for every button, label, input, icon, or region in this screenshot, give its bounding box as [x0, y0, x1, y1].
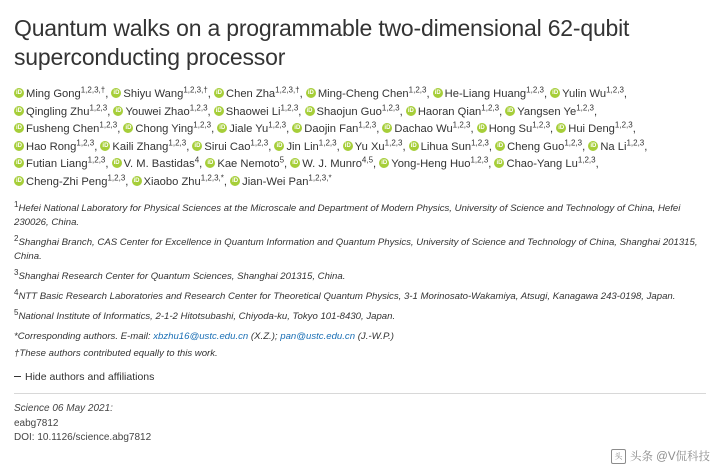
affiliation-item: [14, 287, 704, 304]
publication-info: [14, 402, 706, 446]
author-name: Chen Zha: [226, 88, 276, 100]
author-entry[interactable]: [14, 120, 118, 135]
author-entry[interactable]: [556, 120, 633, 135]
affiliation-number: 2: [14, 233, 19, 243]
author-entry[interactable]: [217, 120, 287, 135]
affiliation-number: 3: [14, 267, 19, 277]
orcid-icon[interactable]: [100, 141, 110, 151]
author-affiliation-marker: 1,2,3: [470, 155, 489, 165]
author-name: Jiale Yu: [229, 123, 269, 135]
author-affiliation-marker: 1,2,3: [526, 85, 544, 95]
orcid-icon[interactable]: [111, 88, 121, 98]
author-entry[interactable]: [494, 155, 596, 170]
author-entry[interactable]: [123, 120, 212, 135]
author-name: Dachao Wu: [394, 123, 453, 135]
orcid-icon[interactable]: [292, 123, 302, 133]
orcid-icon[interactable]: [14, 106, 24, 116]
author-entry[interactable]: [14, 155, 106, 170]
orcid-icon[interactable]: [192, 141, 202, 151]
author-affiliation-marker: 1,2,3: [408, 85, 427, 95]
author-name: Daojin Fan: [304, 123, 359, 135]
author-name: Hui Deng: [568, 123, 615, 135]
orcid-icon[interactable]: [305, 106, 315, 116]
orcid-icon[interactable]: [588, 141, 598, 151]
author-affiliation-marker: 1,2,3,*: [200, 172, 224, 182]
orcid-icon[interactable]: [556, 123, 566, 133]
author-affiliation-marker: 1,2,3: [87, 155, 106, 165]
orcid-icon[interactable]: [343, 141, 353, 151]
author-affiliation-marker: 1,2,3: [268, 120, 287, 130]
article-doi: DOI: 10.1126/science.abg7812: [14, 432, 152, 443]
orcid-icon[interactable]: [113, 106, 123, 116]
author-name: Yulin Wu: [562, 88, 607, 100]
author-affiliation-marker: 1,2,3: [107, 172, 126, 182]
orcid-icon[interactable]: [14, 123, 24, 133]
author-affiliation-marker: 1,2,3: [532, 120, 551, 130]
affiliation-text: National Institute of Informatics, 2-1-2 Hitotsubashi, Chiyoda-ku, Tokyo 101-8430, Japan.: [18, 311, 396, 322]
minus-icon: [14, 376, 21, 377]
author-name: Fusheng Chen: [26, 123, 100, 135]
orcid-icon[interactable]: [382, 123, 392, 133]
orcid-icon[interactable]: [495, 141, 505, 151]
corresponding-prefix: *Corresponding authors. E-mail:: [14, 331, 154, 342]
orcid-icon[interactable]: [230, 176, 240, 186]
author-entry[interactable]: [379, 155, 489, 170]
affiliation-text: Hefei National Laboratory for Physical Sciences at the Microscale and Department of Modern Physics, University of Science and Technology of China, Hefei 230026, China.: [14, 203, 681, 228]
author-entry[interactable]: [406, 102, 500, 118]
author-list: iDMing Gong$^{1,2,3,\dagger}$, iDShiyu Wang$^{1,2,3,\dagger}$, iDChen Zha$^{1,2,3,\dagger}$, iDMing-Cheng Chen$^{1,2,3}$, iDHe-Liang Huang$^{1,2,3}$, iDYulin Wu$^{1,2,3}$, iDQingling Zhu$^{1,2,3}$, iDYouwei Zhao$^{1,2,3}$, iDShaowei Li$^{1,2,3}$, iDShaojun Guo$^{1,2,3}$, iDHaoran Qian$^{1,2,3}$, iDYangsen Ye$^{1,2,3}$, iDFusheng Chen$^{1,2,3}$, iDChong Ying$^{1,2,3}$, iDJiale Yu$^{1,2,3}$, iDDaojin Fan$^{1,2,3}$, iDDachao Wu$^{1,2,3}$, iDHong Su$^{1,2,3}$, iDHui Deng$^{1,2,3}$, iDHao Rong$^{1,2,3}$, iDKaili Zhang$^{1,2,3}$, iDSirui Cao$^{1,2,3}$, iDJin Lin$^{1,2,3}$, iDYu Xu$^{1,2,3}$, iDLihua Sun$^{1,2,3}$, iDCheng Guo$^{1,2,3}$, iDNa Li$^{1,2,3}$, iDFutian Liang$^{1,2,3}$, iDV. M. Bastidas$^4$, iDKae Nemoto$^5$, iDW. J. Munro$^{4,5}$, iDYong-Heng Huo$^{1,2,3}$, iDChao-Yang Lu$^{1,2,3}$, iDCheng-Zhi Peng$^{1,2,3}$, iDXiaobo Zhu$^{1,2,3,*}$, iDJian-Wei Pan$^{1,2,3,*}$: [14, 86, 706, 191]
author-affiliation-marker: 1,2,3: [168, 137, 187, 147]
author-affiliation-marker: 1,2,3: [452, 120, 471, 130]
page-title: Quantum walks on a programmable two-dimensional 62-qubit superconducting processor: [14, 15, 630, 70]
author-affiliation-marker: 1,2,3: [358, 120, 377, 130]
orcid-icon[interactable]: [409, 141, 419, 151]
orcid-icon[interactable]: [550, 88, 560, 98]
affiliation-number: 4: [14, 287, 19, 297]
author-name: Ming-Cheng Chen: [317, 88, 409, 100]
orcid-icon[interactable]: [274, 141, 284, 151]
author-affiliation-marker: 1,2,3: [280, 102, 299, 112]
affiliation-text: Shanghai Branch, CAS Center for Excellence in Quantum Information and Quantum Physics, University of Science and Technology of China, Shanghai 201315, China.: [14, 237, 698, 262]
divider: [14, 393, 706, 394]
orcid-icon[interactable]: [406, 106, 416, 116]
author-name: Cheng Guo: [507, 140, 565, 153]
author-name: V. M. Bastidas: [123, 158, 195, 170]
author-affiliation-marker: 1,2,3: [481, 102, 500, 112]
orcid-icon[interactable]: [132, 176, 142, 186]
author-entry[interactable]: [14, 172, 126, 188]
author-name: Ming Gong: [26, 88, 81, 100]
author-entry[interactable]: [305, 102, 400, 118]
orcid-icon[interactable]: [494, 158, 504, 168]
author-name: Haoran Qian: [417, 105, 482, 118]
orcid-icon[interactable]: [306, 88, 316, 98]
author-entry[interactable]: [290, 155, 374, 170]
author-name: Jian-Wei Pan: [242, 175, 309, 188]
orcid-icon[interactable]: [123, 123, 133, 133]
email-link-zhu[interactable]: xbzhu16@ustc.edu.cn: [153, 331, 249, 342]
author-name: Yong-Heng Huo: [391, 158, 471, 170]
author-entry[interactable]: [505, 102, 594, 118]
orcid-icon[interactable]: [205, 158, 215, 168]
author-name: Yangsen Ye: [517, 105, 577, 118]
author-entry[interactable]: [230, 172, 332, 188]
orcid-icon[interactable]: [433, 88, 443, 98]
author-entry[interactable]: [112, 155, 200, 170]
author-affiliation-marker: 1,2,3: [614, 120, 633, 130]
author-affiliation-marker: 4,5: [361, 155, 374, 165]
author-entry[interactable]: [495, 137, 583, 153]
watermark-text: 头条 @V侃科技: [629, 451, 710, 463]
author-entry[interactable]: [113, 102, 208, 118]
author-affiliation-marker: 1,2,3: [250, 137, 269, 147]
orcid-icon[interactable]: [214, 106, 224, 116]
orcid-icon[interactable]: [477, 123, 487, 133]
author-entry[interactable]: [343, 137, 403, 153]
author-entry[interactable]: [132, 172, 224, 188]
author-affiliation-marker: 1,2,3,†: [275, 85, 300, 95]
email-link-pan[interactable]: pan@ustc.edu.cn: [280, 331, 356, 342]
orcid-icon[interactable]: [112, 158, 122, 168]
author-entry[interactable]: [409, 137, 489, 153]
author-entry[interactable]: [14, 137, 95, 153]
author-affiliation-marker: 1,2,3,*: [308, 172, 332, 182]
author-affiliation-marker: 1,2,3: [576, 102, 594, 112]
author-name: Shaowei Li: [225, 105, 281, 118]
author-affiliation-marker: 1,2,3: [99, 120, 118, 130]
author-name: Futian Liang: [26, 158, 88, 170]
equal-contribution-note: †These authors contributed equally to this work.: [14, 348, 218, 359]
orcid-icon[interactable]: [214, 88, 224, 98]
article-eid: eabg7812: [14, 417, 59, 429]
hide-authors-label: Hide authors and affiliations: [25, 371, 155, 383]
author-affiliation-marker: 1,2,3: [471, 137, 489, 147]
author-name: Cheng-Zhi Peng: [26, 175, 108, 188]
author-entry[interactable]: [274, 137, 337, 153]
watermark-logo-icon: 头: [611, 449, 626, 464]
author-name: Na Li: [600, 140, 627, 153]
author-name: Hong Su: [488, 123, 533, 135]
author-name: Lihua Sun: [420, 140, 472, 153]
journal-date: Science 06 May 2021:: [14, 403, 113, 414]
author-affiliation-marker: 1,2,3: [189, 102, 208, 112]
author-name: Chao-Yang Lu: [506, 158, 578, 170]
affiliation-number: 5: [14, 307, 19, 317]
author-affiliation-marker: 1,2,3,†: [183, 85, 208, 95]
author-affiliation-marker: 5: [279, 155, 285, 165]
author-entry[interactable]: [205, 155, 285, 170]
author-affiliation-marker: 1,2,3: [89, 102, 108, 112]
author-entry[interactable]: [550, 85, 624, 100]
author-name: Hao Rong: [26, 140, 77, 153]
author-entry[interactable]: [214, 102, 299, 118]
author-entry[interactable]: [14, 102, 108, 118]
author-entry[interactable]: [111, 85, 208, 100]
orcid-icon[interactable]: [14, 88, 24, 98]
author-entry[interactable]: [588, 137, 645, 153]
author-name: Kae Nemoto: [217, 158, 280, 170]
author-name: Sirui Cao: [204, 140, 251, 153]
author-entry[interactable]: [382, 120, 471, 135]
author-name: He-Liang Huang: [444, 88, 527, 100]
email1-suffix: (X.Z.);: [248, 331, 281, 342]
orcid-icon[interactable]: [14, 141, 24, 151]
author-affiliation-marker: 1,2,3: [384, 137, 403, 147]
affiliation-text: Shanghai Research Center for Quantum Sciences, Shanghai 201315, China.: [18, 271, 346, 282]
affiliation-list: [14, 199, 704, 324]
author-entry[interactable]: [306, 85, 427, 100]
author-affiliation-marker: 1,2,3: [606, 85, 624, 95]
orcid-icon[interactable]: [505, 106, 515, 116]
author-affiliation-marker: 1,2,3: [577, 155, 596, 165]
email2-suffix: (J.-W.P.): [355, 331, 394, 342]
orcid-icon[interactable]: [217, 123, 227, 133]
affiliation-text: NTT Basic Research Laboratories and Research Center for Theoretical Quantum Physics, 3-1 Morinosato-Wakamiya, Atsugi, Kanagawa 243-0198, Japan.: [18, 291, 676, 302]
author-affiliation-marker: 1,2,3: [318, 137, 337, 147]
author-entry[interactable]: [433, 85, 544, 100]
author-name: Shaojun Guo: [316, 105, 382, 118]
author-entry[interactable]: [192, 137, 269, 153]
affiliation-item: [14, 233, 704, 264]
author-name: W. J. Munro: [302, 158, 362, 170]
author-notes: [14, 330, 706, 361]
affiliation-number: 1: [14, 199, 19, 209]
hide-authors-toggle[interactable]: [14, 371, 706, 383]
watermark: [611, 448, 710, 464]
author-entry[interactable]: [477, 120, 551, 135]
author-affiliation-marker: 1,2,3: [564, 137, 583, 147]
author-affiliation-marker: 4: [194, 155, 200, 165]
author-name: Jin Lin: [286, 140, 319, 153]
author-entry[interactable]: [100, 137, 187, 153]
author-name: Shiyu Wang: [123, 88, 184, 100]
author-affiliation-marker: 1,2,3: [381, 102, 400, 112]
author-affiliation-marker: 1,2,3: [76, 137, 95, 147]
author-name: Xiaobo Zhu: [143, 175, 201, 188]
orcid-icon[interactable]: [14, 158, 24, 168]
affiliation-item: [14, 199, 704, 230]
author-name: Qingling Zhu: [26, 105, 90, 118]
author-entry[interactable]: [214, 85, 300, 100]
author-entry[interactable]: [14, 85, 106, 100]
author-name: Youwei Zhao: [125, 105, 190, 118]
author-name: Yu Xu: [354, 140, 385, 153]
affiliation-item: [14, 307, 704, 324]
corresponding-author-note: [14, 330, 706, 344]
orcid-icon[interactable]: [379, 158, 389, 168]
orcid-icon[interactable]: [14, 176, 24, 186]
orcid-icon[interactable]: [290, 158, 300, 168]
author-name: Kaili Zhang: [112, 140, 169, 153]
affiliation-item: [14, 267, 704, 284]
author-affiliation-marker: 1,2,3: [626, 137, 645, 147]
author-affiliation-marker: 1,2,3,†: [80, 85, 106, 95]
author-affiliation-marker: 1,2,3: [193, 120, 212, 130]
author-entry[interactable]: [292, 120, 377, 135]
author-name: Chong Ying: [135, 123, 194, 135]
